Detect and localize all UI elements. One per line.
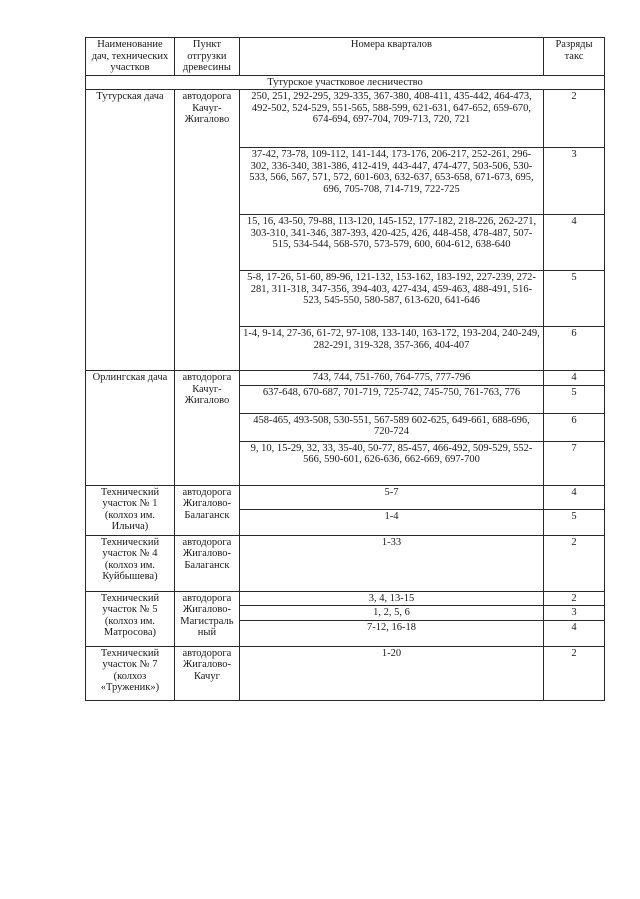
tax-grade: 5 [544,385,605,413]
quarter-numbers: 1-33 [239,535,543,591]
tax-grade: 5 [544,271,605,327]
tax-grade: 2 [544,646,605,700]
section-row [86,75,605,90]
table-row [86,591,605,606]
header-quarters: Номера кварталов [239,38,543,76]
quarter-numbers: 458-465, 493-508, 530-551, 567-589 602-625, 649-661, 688-696, 720-724 [239,413,543,441]
group-name: Технический участок № 1 (колхоз им. Ильича) [86,485,175,535]
quarter-numbers: 743, 744, 751-760, 764-775, 777-796 [239,371,543,386]
quarter-numbers: 15, 16, 43-50, 79-88, 113-120, 145-152, 177-182, 218-226, 262-271, 303-310, 341-346, 387-393, 420-425, 426, 448-458, 478-487, 507-515, 534-544, 568-570, 573-579, 600, 604-612, 638-640 [239,215,543,271]
group-shipping-point: автодорога Качуг-Жигалово [174,371,239,486]
quarter-numbers: 1-4 [239,509,543,535]
group-name: Технический участок № 7 (колхоз «Труженик») [86,646,175,700]
quarter-numbers: 7-12, 16-18 [239,620,543,646]
table-row [86,646,605,700]
table-row [86,371,605,386]
quarter-numbers: 1, 2, 5, 6 [239,606,543,621]
group-shipping-point: автодорога Жигалово-Магистраль ный [174,591,239,646]
tax-grade: 4 [544,485,605,509]
group-shipping-point: автодорога Жигалово-Балаганск [174,535,239,591]
table-row [86,485,605,509]
tax-grades-table [85,37,605,701]
tax-grade: 4 [544,371,605,386]
tax-grade: 3 [544,148,605,215]
quarter-numbers: 1-4, 9-14, 27-36, 61-72, 97-108, 133-140, 163-172, 193-204, 240-249, 282-291, 319-328, 357-366, 404-407 [239,327,543,371]
tax-grade: 6 [544,327,605,371]
group-name: Орлингская дача [86,371,175,486]
header-name: Наименование дач, технических участков [86,38,175,76]
tax-grade: 6 [544,413,605,441]
quarter-numbers: 637-648, 670-687, 701-719, 725-742, 745-750, 761-763, 776 [239,385,543,413]
section-title: Тутурское участковое лесничество [86,75,605,90]
quarter-numbers: 9, 10, 15-29, 32, 33, 35-40, 50-77, 85-457, 466-492, 509-529, 552-566, 590-601, 626-636, 662-669, 697-700 [239,441,543,485]
quarter-numbers: 3, 4, 13-15 [239,591,543,606]
quarter-numbers: 1-20 [239,646,543,700]
header-grades: Разряды такс [544,38,605,76]
tax-grade: 3 [544,606,605,621]
group-shipping-point: автодорога Жигалово-Балаганск [174,485,239,535]
tax-grade: 4 [544,215,605,271]
quarter-numbers: 250, 251, 292-295, 329-335, 367-380, 408-411, 435-442, 464-473, 492-502, 524-529, 551-565, 588-599, 621-631, 647-652, 659-670, 674-694, 697-704, 709-713, 720, 721 [239,90,543,148]
group-name: Технический участок № 4 (колхоз им. Куйбышева) [86,535,175,591]
table-row [86,90,605,148]
quarter-numbers: 37-42, 73-78, 109-112, 141-144, 173-176, 206-217, 252-261, 296-302, 336-340, 381-386, 412-419, 443-447, 474-477, 503-506, 530-533, 566, 567, 571, 572, 601-603, 632-637, 653-658, 671-673, 695, 696, 705-708, 714-719, 722-725 [239,148,543,215]
table-row [86,535,605,591]
group-shipping-point: автодорога Качуг-Жигалово [174,90,239,371]
group-name: Технический участок № 5 (колхоз им. Матросова) [86,591,175,646]
tax-grade: 2 [544,535,605,591]
group-shipping-point: автодорога Жигалово-Качуг [174,646,239,700]
header-row [86,38,605,76]
quarter-numbers: 5-7 [239,485,543,509]
quarter-numbers: 5-8, 17-26, 51-60, 89-96, 121-132, 153-162, 183-192, 227-239, 272-281, 311-318, 347-356, 394-403, 427-434, 459-463, 488-491, 516-523, 545-550, 580-587, 613-620, 641-646 [239,271,543,327]
tax-grade: 4 [544,620,605,646]
group-name: Тутурская дача [86,90,175,371]
tax-grade: 2 [544,90,605,148]
tax-grade: 2 [544,591,605,606]
header-point: Пункт отгрузки древесины [174,38,239,76]
tax-grade: 7 [544,441,605,485]
tax-grade: 5 [544,509,605,535]
